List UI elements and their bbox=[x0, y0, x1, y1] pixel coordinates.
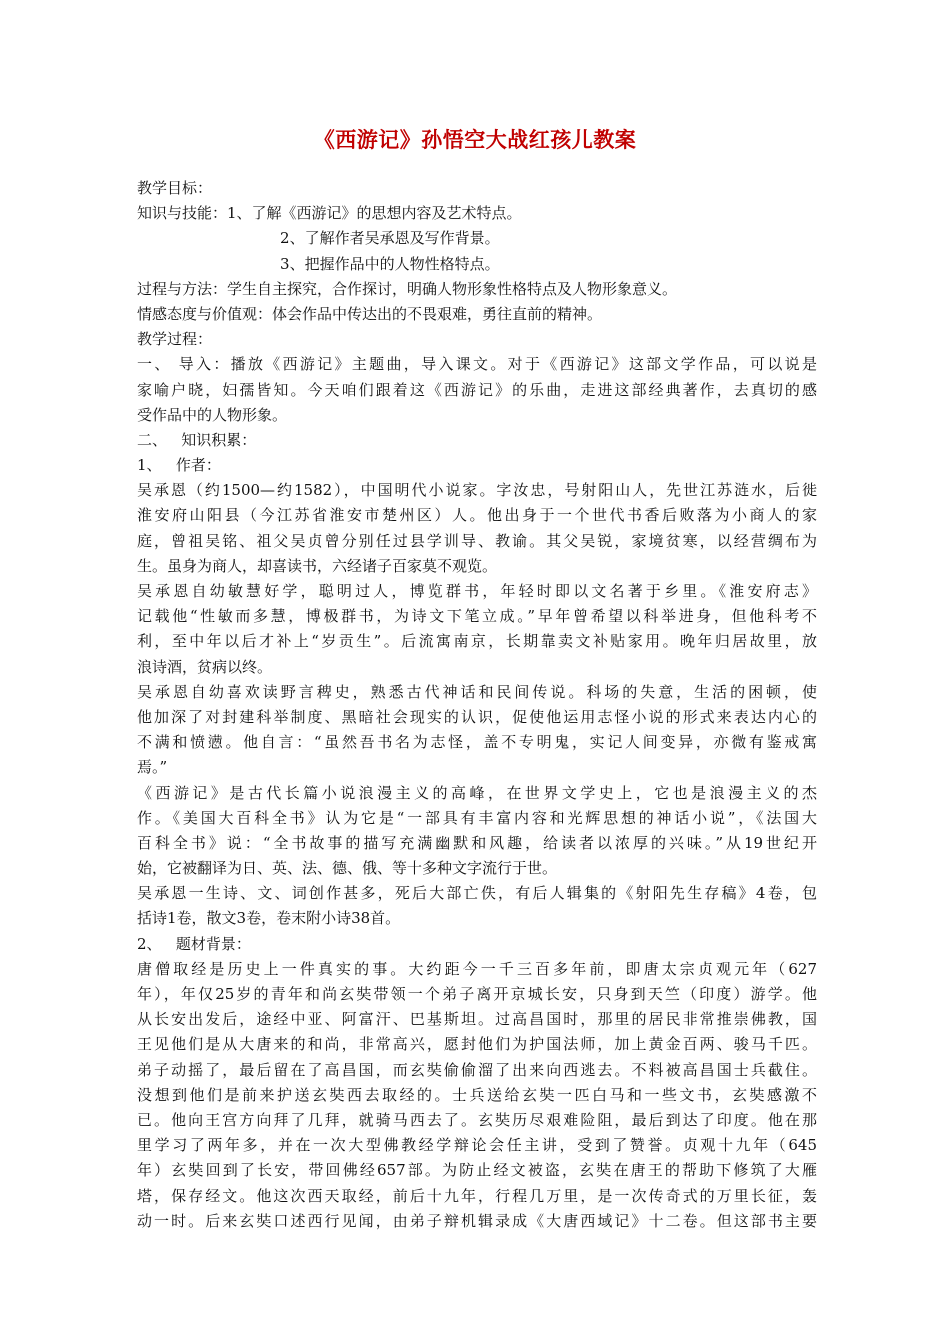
text-line: 庭，曾祖吴铭、祖父吴贞曾分别任过县学训导、教谕。其父吴锐，家境贫寒，以经营绸布为 bbox=[137, 531, 817, 550]
text-line: 3、把握作品中的人物性格特点。 bbox=[137, 254, 500, 273]
text-line: 吴承恩自幼敏慧好学，聪明过人，博览群书，年轻时即以文名著于乡里。《淮安府志》 bbox=[137, 582, 817, 600]
text-line: 浪诗酒，贫病以终。 bbox=[137, 657, 273, 676]
text-line: 《西游记》是古代长篇小说浪漫主义的高峰，在世界文学史上，它也是浪漫主义的杰 bbox=[137, 783, 817, 802]
text-line: 情感态度与价值观：体会作品中传达出的不畏艰难，勇往直前的精神。 bbox=[137, 304, 603, 323]
text-line: 记载他“性敏而多慧，博极群书，为诗文下笔立成。”早年曾希望以科举进身，但他科考不 bbox=[137, 607, 817, 626]
text-line: 过程与方法：学生自主探究，合作探讨，明确人物形象性格特点及人物形象意义。 bbox=[137, 279, 678, 298]
text-line: 始，它被翻译为日、英、法、德、俄、等十多种文字流行于世。 bbox=[137, 859, 558, 878]
text-line: 动一时。后来玄奘口述西行见闻，由弟子辩机辑录成《大唐西域记》十二卷。但这部书主要 bbox=[137, 1211, 817, 1230]
text-line: 年），年仅25岁的青年和尚玄奘带领一个弟子离开京城长安，只身到天竺（印度）游学。他 bbox=[137, 985, 817, 1003]
text-line: 吴承恩一生诗、文、词创作甚多，死后大部亡佚，有后人辑集的《射阳先生存稿》4卷，包 bbox=[137, 884, 817, 903]
text-line: 已。他向王宫方向拜了几拜，就骑马西去了。玄奘历尽艰难险阻，最后到达了印度。他在那 bbox=[137, 1110, 817, 1129]
text-line: 不满和愤懑。他自言：“虽然吾书名为志怪，盖不专明鬼，实记人间变异，亦微有鉴戒寓 bbox=[137, 733, 817, 752]
text-line: 作。《美国大百科全书》认为它是“一部具有丰富内容和光辉思想的神话小说”，《法国大 bbox=[137, 808, 817, 827]
text-line: 弟子动摇了，最后留在了高昌国，而玄奘偷偷溜了出来向西逃去。不料被高昌国士兵截住。 bbox=[137, 1060, 817, 1079]
text-line: 2、 题材背景： bbox=[137, 934, 251, 953]
text-line: 一、 导入：播放《西游记》主题曲，导入课文。对于《西游记》这部文学作品，可以说是 bbox=[137, 355, 817, 374]
text-line: 括诗1卷，散文3卷，卷末附小诗38首。 bbox=[137, 909, 401, 928]
text-line: 二、 知识积累： bbox=[137, 430, 257, 449]
text-line: 里学习了两年多，并在一次大型佛教经学辩论会任主讲，受到了赞誉。贞观十九年（645 bbox=[137, 1136, 817, 1155]
text-line: 受作品中的人物形象。 bbox=[137, 405, 288, 424]
text-line: 百科全书》说：“全书故事的描写充满幽默和风趣，给读者以浓厚的兴味。”从19世纪开 bbox=[137, 833, 817, 852]
text-line: 年）玄奘回到了长安，带回佛经657部。为防止经文被盗，玄奘在唐王的帮助下修筑了大雁 bbox=[137, 1161, 817, 1180]
text-line: 从长安出发后，途经中亚、阿富汗、巴基斯坦。过高昌国时，那里的居民非常推崇佛教，国 bbox=[137, 1010, 817, 1029]
text-line: 1、 作者： bbox=[137, 456, 221, 475]
text-line: 生。虽身为商人，却喜读书，六经诸子百家莫不观览。 bbox=[137, 556, 498, 575]
text-line: 教学目标： bbox=[137, 179, 213, 197]
text-line: 塔，保存经文。他这次西天取经，前后十九年，行程几万里，是一次传奇式的万里长征，轰 bbox=[137, 1186, 817, 1205]
text-line: 淮安府山阳县（今江苏省淮安市楚州区）人。他出身于一个世代书香后败落为小商人的家 bbox=[137, 506, 817, 525]
text-line: 2、了解作者吴承恩及写作背景。 bbox=[137, 229, 500, 248]
text-line: 王见他们是从大唐来的和尚，非常高兴，愿封他们为护国法师，加上黄金百两、骏马千匹。 bbox=[137, 1035, 817, 1054]
document-body bbox=[137, 176, 817, 1234]
text-line: 知识与技能：1、了解《西游记》的思想内容及艺术特点。 bbox=[137, 204, 522, 223]
text-line: 教学过程： bbox=[137, 330, 213, 349]
text-line: 家喻户晓，妇孺皆知。今天咱们跟着这《西游记》的乐曲，走进这部经典著作，去真切的感 bbox=[137, 380, 817, 399]
document-title: 《西游记》孙悟空大战红孩儿教案 bbox=[313, 128, 637, 152]
text-line: 没想到他们是前来护送玄奘西去取经的。士兵送给玄奘一匹白马和一些文书，玄奘感激不 bbox=[137, 1085, 817, 1104]
text-line: 吴承恩（约1500—约1582），中国明代小说家。字汝忠，号射阳山人，先世江苏涟水，后徙 bbox=[137, 481, 817, 500]
text-line: 他加深了对封建科举制度、黑暗社会现实的认识，促使他运用志怪小说的形式来表达内心的 bbox=[137, 707, 817, 726]
text-line: 唐僧取经是历史上一件真实的事。大约距今一千三百多年前，即唐太宗贞观元年（627 bbox=[137, 959, 817, 978]
text-line: 吴承恩自幼喜欢读野言稗史，熟悉古代神话和民间传说。科场的失意，生活的困顿，使 bbox=[137, 682, 817, 701]
text-line: 焉。” bbox=[137, 758, 168, 777]
text-line: 利，至中年以后才补上“岁贡生”。后流寓南京，长期靠卖文补贴家用。晚年归居故里，放 bbox=[137, 632, 817, 651]
